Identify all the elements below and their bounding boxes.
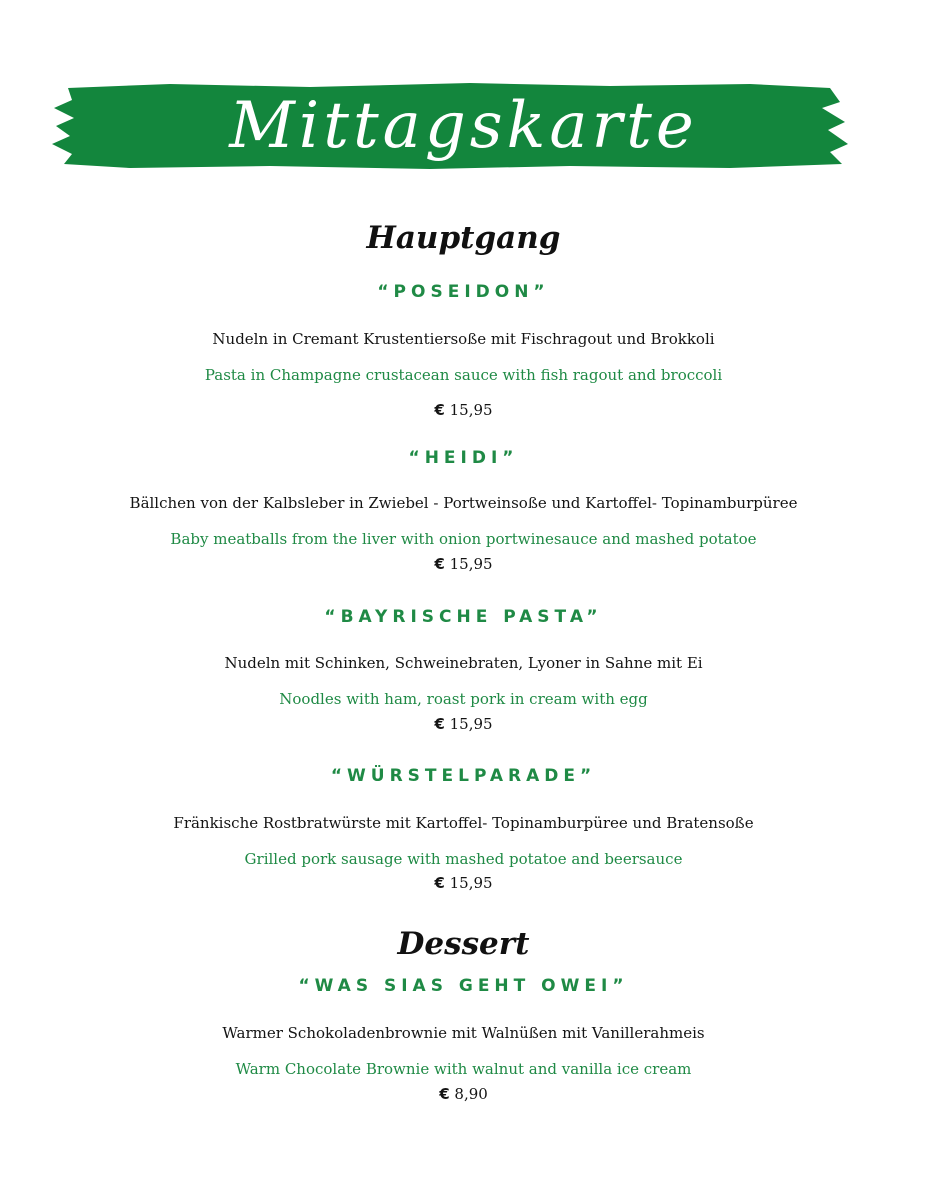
currency-symbol: € (434, 715, 445, 733)
currency-symbol: € (434, 555, 445, 573)
dish-description-en: Pasta in Champagne crustacean sauce with fish ragout and broccoli (204, 366, 723, 384)
currency-symbol: € (434, 874, 445, 892)
dish-price (0, 401, 927, 419)
dish-description-en: Noodles with ham, roast pork in cream with egg (279, 690, 648, 708)
dish-description-de: Warmer Schokoladenbrownie mit Walnüßen mit Vanillerahmeis (222, 1024, 705, 1042)
dish-name: “WÜRSTELPARADE” (330, 766, 597, 786)
dish-description-de: Bällchen von der Kalbsleber in Zwiebel - Portweinsoße und Kartoffel- Topinamburpüree (129, 494, 798, 512)
dish-price (0, 555, 927, 573)
dish-description-en: Baby meatballs from the liver with onion portwinesauce and mashed potatoe (170, 530, 757, 548)
currency-symbol: € (439, 1085, 450, 1103)
dish-description-de: Nudeln in Cremant Krustentiersoße mit Fischragout und Brokkoli (212, 330, 715, 348)
dish-price (0, 1085, 927, 1103)
dish-description-en: Warm Chocolate Brownie with walnut and vanilla ice cream (235, 1060, 692, 1078)
dish-name: “BAYRISCHE PASTA” (324, 607, 603, 627)
price-value: 15,95 (449, 715, 493, 733)
price-value: 15,95 (449, 874, 493, 892)
price-value: 8,90 (454, 1085, 488, 1103)
dish-price (0, 874, 927, 892)
page-title: Mittagskarte (229, 89, 698, 163)
section-heading-dessert: Dessert (397, 926, 530, 962)
price-value: 15,95 (449, 401, 493, 419)
dish-name: “POSEIDON” (377, 282, 550, 302)
currency-symbol: € (434, 401, 445, 419)
dish-name: “WAS SIAS GEHT OWEI” (298, 976, 629, 996)
dish-description-de: Fränkische Rostbratwürste mit Kartoffel- Topinamburpüree und Bratensoße (173, 814, 754, 832)
dish-description-de: Nudeln mit Schinken, Schweinebraten, Lyoner in Sahne mit Ei (224, 654, 703, 672)
dish-description-en: Grilled pork sausage with mashed potatoe and beersauce (244, 850, 683, 868)
dish-price (0, 715, 927, 733)
section-heading-hauptgang: Hauptgang (366, 220, 561, 256)
dish-name: “HEIDI” (408, 448, 519, 468)
price-value: 15,95 (449, 555, 493, 573)
